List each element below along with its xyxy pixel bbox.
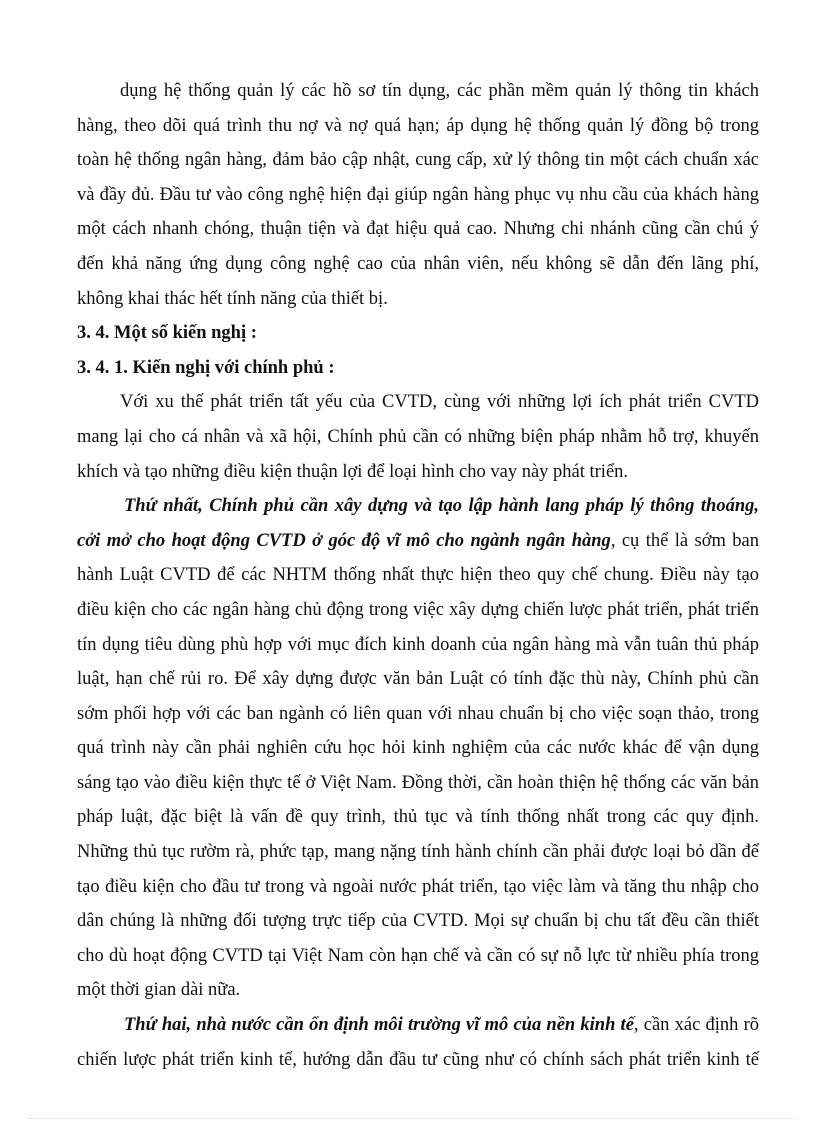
text-line: [77, 524, 759, 559]
text-line: cho dù hoạt động CVTD tại Việt Nam còn hạn chế và cần có sự nỗ lực từ nhiều phía trong: [77, 945, 759, 966]
text-line: khích và tạo những điều kiện thuận lợi để loại hình cho vay này phát triển.: [77, 461, 629, 482]
emphasis-text: Thứ hai, nhà nước cần ổn định môi trường vĩ mô của nền kinh tế: [124, 1015, 634, 1036]
text-line: hàng, theo dõi quá trình thu nợ và nợ quá hạn; áp dụng hệ thống quản lý đồng bộ trong: [77, 115, 759, 136]
text-line: sáng tạo vào điều kiện thực tế ở Việt Nam. Đồng thời, cần hoàn thiện hệ thống các văn bản: [77, 772, 759, 793]
page-bottom-border: [27, 1118, 796, 1119]
text-line: quá trình này cần phải nghiên cứu học hỏi kinh nghiệm của các nước khác để vận dụng: [77, 738, 759, 759]
text-line: một cách nhanh chóng, thuận tiện và đạt hiệu quả cao. Nhưng chi nhánh cũng cần chú ý: [77, 219, 759, 240]
paragraph-first: [77, 489, 759, 1008]
text-line: tạo điều kiện cho đầu tư trong và ngoài nước phát triển, tạo việc làm và tăng thu nhập cho: [77, 876, 759, 897]
text-line: Với xu thế phát triển tất yếu của CVTD, cùng với những lợi ích phát triển CVTD: [120, 392, 759, 413]
document-page: [77, 74, 759, 1077]
section-heading-3-4: 3. 4. Một số kiến nghị :: [77, 323, 257, 344]
text-line: [77, 1008, 759, 1043]
plain-text: , cụ thể là sớm ban: [610, 530, 759, 551]
text-line: pháp luật, đặc biệt là vấn đề quy trình, thủ tục và tính thống nhất trong các quy định.: [77, 807, 759, 828]
text-line: [77, 489, 759, 524]
text-line: toàn hệ thống ngân hàng, đảm bảo cập nhật, cung cấp, xử lý thông tin một cách chuẩn xác: [77, 150, 759, 171]
text-line: luật, hạn chế rủi ro. Để xây dựng được văn bản Luật có tính đặc thù này, Chính phủ cần: [77, 669, 759, 690]
text-line: sớm phối hợp với các ban ngành có liên quan với nhau chuẩn bị cho việc soạn thảo, trong: [77, 703, 759, 724]
text-line: điều kiện cho các ngân hàng chủ động trong việc xây dựng chiến lược phát triển, phát triển: [77, 599, 759, 620]
plain-text: , cần xác định rõ: [633, 1015, 759, 1036]
emphasis-text: cởi mở cho hoạt động CVTD ở góc độ vĩ mô cho ngành ngân hàng: [77, 530, 611, 551]
paragraph-second: [77, 1008, 759, 1077]
section-heading-3-4-1: 3. 4. 1. Kiến nghị với chính phủ :: [77, 357, 335, 378]
intro-paragraph: [77, 74, 759, 316]
text-line: tín dụng tiêu dùng phù hợp với mục đích kinh doanh của ngân hàng mà vẫn tuân thủ pháp: [77, 634, 759, 655]
text-line: một thời gian dài nữa.: [77, 980, 241, 1001]
paragraph-trend: [77, 385, 759, 489]
emphasis-text: Thứ nhất, Chính phủ cần xây dựng và tạo lập hành lang pháp lý thông thoáng,: [124, 496, 759, 517]
text-line: Những thủ tục rườm rà, phức tạp, mang nặng tính hành chính cần phải được loại bỏ dần để: [77, 842, 759, 863]
text-line: dân chúng là những đối tượng trực tiếp của CVTD. Mọi sự chuẩn bị chu tất đều cần thiết: [77, 911, 759, 932]
text-line: hành Luật CVTD để các NHTM thống nhất thực hiện theo quy chế chung. Điều này tạo: [77, 565, 759, 586]
text-line: đến khả năng ứng dụng công nghệ cao của nhân viên, nếu không sẽ dẫn đến lãng phí,: [77, 253, 759, 274]
text-line: chiến lược phát triển kinh tế, hướng dẫn đầu tư cũng như có chính sách phát triển kinh tế: [77, 1049, 759, 1070]
text-line: dụng hệ thống quản lý các hồ sơ tín dụng, các phần mềm quản lý thông tin khách: [120, 81, 759, 101]
text-line: không khai thác hết tính năng của thiết bị.: [77, 288, 388, 309]
text-line: mang lại cho cá nhân và xã hội, Chính phủ cần có những biện pháp nhằm hỗ trợ, khuyến: [77, 426, 759, 447]
text-line: và đầy đủ. Đầu tư vào công nghệ hiện đại giúp ngân hàng phục vụ nhu cầu của khách hàng: [77, 184, 759, 205]
